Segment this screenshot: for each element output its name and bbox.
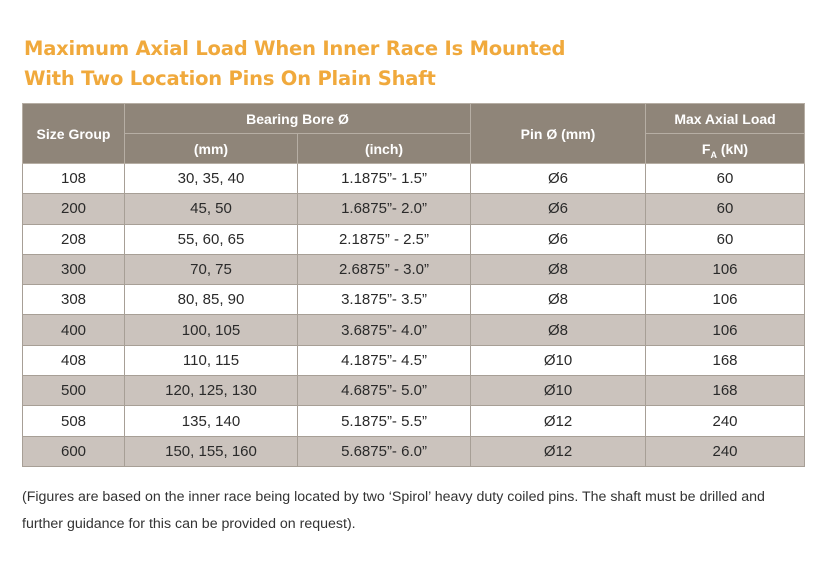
cell-pin-diameter: Ø8	[471, 285, 646, 315]
cell-bore-inch: 4.1875”- 4.5”	[298, 345, 471, 375]
header-pin-diameter: Pin Ø (mm)	[471, 104, 646, 164]
cell-pin-diameter: Ø6	[471, 164, 646, 194]
cell-max-axial-load: 240	[646, 436, 805, 466]
table-row	[23, 194, 805, 224]
table-row	[23, 436, 805, 466]
cell-bore-inch: 1.6875”- 2.0”	[298, 194, 471, 224]
page-title	[24, 34, 565, 94]
cell-pin-diameter: Ø10	[471, 345, 646, 375]
table-row	[23, 406, 805, 436]
cell-bore-inch: 2.1875” - 2.5”	[298, 224, 471, 254]
cell-size-group: 200	[23, 194, 125, 224]
cell-bore-inch: 1.1875”- 1.5”	[298, 164, 471, 194]
header-size-group: Size Group	[23, 104, 125, 164]
cell-max-axial-load: 106	[646, 315, 805, 345]
cell-bore-mm: 120, 125, 130	[125, 376, 298, 406]
page-title-line-2: With Two Location Pins On Plain Shaft	[24, 67, 436, 90]
cell-bore-inch: 3.1875”- 3.5”	[298, 285, 471, 315]
cell-bore-inch: 4.6875”- 5.0”	[298, 376, 471, 406]
cell-size-group: 508	[23, 406, 125, 436]
cell-bore-mm: 70, 75	[125, 254, 298, 284]
cell-max-axial-load: 106	[646, 285, 805, 315]
cell-max-axial-load: 60	[646, 164, 805, 194]
cell-pin-diameter: Ø12	[471, 436, 646, 466]
cell-pin-diameter: Ø6	[471, 224, 646, 254]
cell-size-group: 500	[23, 376, 125, 406]
cell-pin-diameter: Ø12	[471, 406, 646, 436]
cell-pin-diameter: Ø6	[471, 194, 646, 224]
cell-bore-mm: 55, 60, 65	[125, 224, 298, 254]
footnote: (Figures are based on the inner race being located by two ‘Spirol’ heavy duty coiled pins. The shaft must be drilled and further guidance for this can be provided on request).	[22, 489, 765, 532]
cell-size-group: 408	[23, 345, 125, 375]
cell-size-group: 300	[23, 254, 125, 284]
cell-bore-inch: 3.6875”- 4.0”	[298, 315, 471, 345]
table-row	[23, 315, 805, 345]
table-row	[23, 224, 805, 254]
header-bearing-bore: Bearing Bore Ø	[125, 104, 471, 134]
cell-max-axial-load: 60	[646, 224, 805, 254]
cell-max-axial-load: 106	[646, 254, 805, 284]
cell-size-group: 208	[23, 224, 125, 254]
cell-bore-mm: 45, 50	[125, 194, 298, 224]
cell-bore-inch: 2.6875” - 3.0”	[298, 254, 471, 284]
cell-bore-mm: 30, 35, 40	[125, 164, 298, 194]
cell-bore-mm: 135, 140	[125, 406, 298, 436]
cell-pin-diameter: Ø8	[471, 315, 646, 345]
cell-max-axial-load: 240	[646, 406, 805, 436]
cell-bore-mm: 150, 155, 160	[125, 436, 298, 466]
cell-pin-diameter: Ø8	[471, 254, 646, 284]
header-max-axial-load: Max Axial Load	[646, 104, 805, 134]
cell-bore-mm: 80, 85, 90	[125, 285, 298, 315]
table-row	[23, 254, 805, 284]
fa-symbol: F	[701, 140, 711, 157]
cell-bore-mm: 110, 115	[125, 345, 298, 375]
cell-max-axial-load: 60	[646, 194, 805, 224]
cell-max-axial-load: 168	[646, 345, 805, 375]
cell-size-group: 600	[23, 436, 125, 466]
cell-pin-diameter: Ø10	[471, 376, 646, 406]
cell-size-group: 108	[23, 164, 125, 194]
fa-unit: (kN)	[720, 140, 749, 157]
axial-load-table	[22, 103, 805, 467]
header-fa-unit	[646, 134, 805, 164]
cell-size-group: 400	[23, 315, 125, 345]
table-body	[23, 164, 805, 467]
table-row	[23, 164, 805, 194]
table-row	[23, 285, 805, 315]
cell-bore-mm: 100, 105	[125, 315, 298, 345]
table-row	[23, 345, 805, 375]
header-bore-mm: (mm)	[125, 134, 298, 164]
table-row	[23, 376, 805, 406]
cell-bore-inch: 5.1875”- 5.5”	[298, 406, 471, 436]
header-bore-inch: (inch)	[298, 134, 471, 164]
cell-max-axial-load: 168	[646, 376, 805, 406]
fa-subscript: A	[710, 149, 717, 160]
cell-size-group: 308	[23, 285, 125, 315]
cell-bore-inch: 5.6875”- 6.0”	[298, 436, 471, 466]
page-title-line-1: Maximum Axial Load When Inner Race Is Mounted	[24, 37, 566, 60]
